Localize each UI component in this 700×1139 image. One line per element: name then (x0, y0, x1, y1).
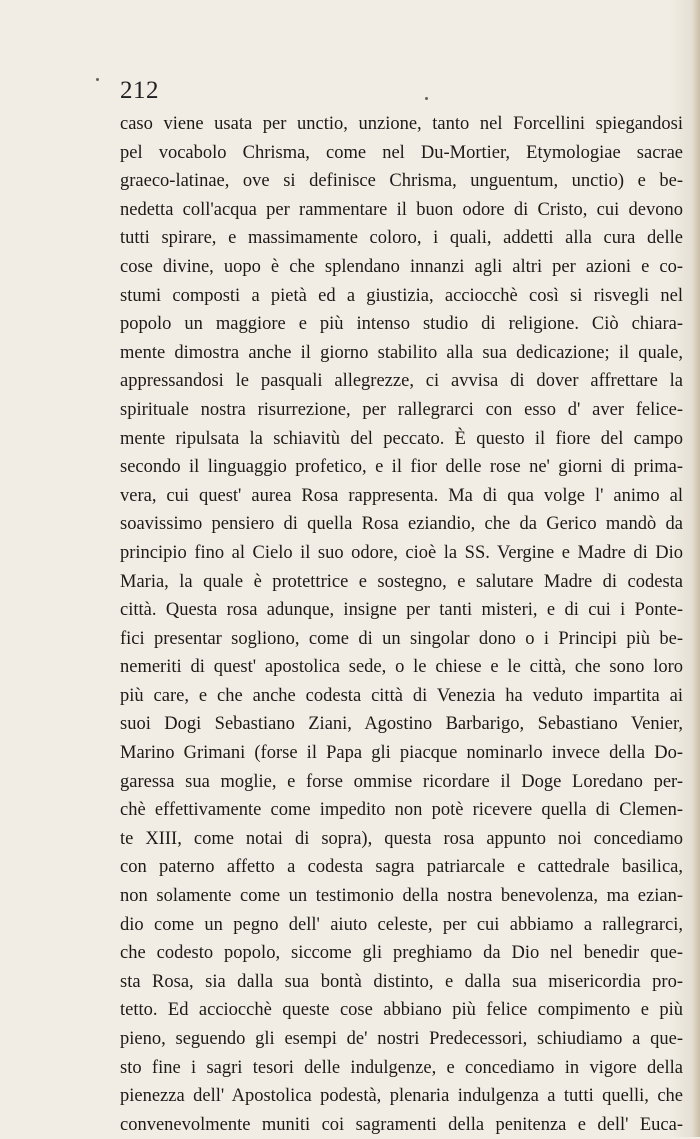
text-line: stumi composti a pietà ed a giustizia, acciocchè così si risvegli nel (120, 285, 683, 306)
text-line: non solamente come un testimonio della nostra benevolenza, ma ezian- (120, 886, 683, 907)
text-line: sto fine i sagri tesori delle indulgenze, e concediamo in vigore della (120, 1057, 683, 1078)
body-text (120, 110, 683, 1139)
text-line: pieno, seguendo gli esempi de' nostri Predecessori, schiudiamo a que- (120, 1029, 683, 1049)
page-edge-shadow (692, 0, 700, 1137)
text-line: dio come un pegno dell' aiuto celeste, per cui abbiamo a rallegrarci, (120, 914, 683, 935)
text-line: mente dimostra anche il giorno stabilito alla sua dedicazione; il quale, (120, 342, 683, 363)
text-line: secondo il linguaggio profetico, e il fior delle rose ne' giorni di prima- (120, 457, 683, 478)
text-line: spirituale nostra risurrezione, per rallegrarci con esso d' aver felice- (120, 399, 683, 420)
text-line: nedetta coll'acqua per rammentare il buon odore di Cristo, cui devono (120, 199, 683, 220)
text-line: te XIII, come notai di sopra), questa rosa appunto noi concediamo (120, 828, 683, 849)
ink-speck (96, 78, 99, 81)
page-header (120, 77, 600, 107)
text-line: soavissimo pensiero di quella Rosa eziandio, che da Gerico mandò da (120, 514, 683, 535)
text-line: sta Rosa, sia dalla sua bontà distinto, e dalla sua misericordia pro- (120, 971, 683, 992)
text-line: chè effettivamente come impedito non potè ricevere quella di Clemen- (120, 800, 683, 821)
text-line: suoi Dogi Sebastiano Ziani, Agostino Barbarigo, Sebastiano Venier, (120, 714, 683, 735)
text-line: popolo un maggiore e più intenso studio di religione. Ciò chiara- (120, 314, 683, 335)
text-line: mente ripulsata la schiavitù del peccato. È questo il fiore del campo (120, 428, 683, 449)
text-line: tetto. Ed acciocchè queste cose abbiano più felice compimento e più (120, 1000, 683, 1021)
text-line: città. Questa rosa adunque, insigne per tanti misteri, e di cui i Ponte- (120, 600, 683, 621)
text-line: tutti spirare, e massimamente coloro, i quali, addetti alla cura delle (120, 228, 683, 249)
text-line: garessa sua moglie, e forse ommise ricordare il Doge Loredano per- (120, 771, 683, 792)
text-line: caso viene usata per unctio, unzione, tanto nel Forcellini spiegandosi (120, 114, 683, 134)
text-line: vera, cui quest' aurea Rosa rappresenta. Ma di qua volge l' animo al (120, 485, 683, 506)
text-line: Marino Grimani (forse il Papa gli piacque nominarlo invece della Do- (120, 743, 683, 764)
text-line: cose divine, uopo è che splendano innanzi agli altri per azioni e co- (120, 256, 683, 277)
text-line: principio fino al Cielo il suo odore, cioè la SS. Vergine e Madre di Dio (120, 542, 683, 563)
text-line: che codesto popolo, siccome gli preghiamo da Dio nel benedir que- (120, 943, 683, 964)
text-line: appressandosi le pasquali allegrezze, ci avvisa di dover affrettare la (120, 371, 683, 392)
text-line: pel vocabolo Chrisma, come nel Du-Mortier, Etymologiae sacrae (120, 142, 683, 163)
text-line: pienezza dell' Apostolica podestà, plenaria indulgenza a tutti quelli, che (120, 1086, 683, 1107)
text-line: graeco-latinae, ove si definisce Chrisma, unguentum, unctio) e be- (120, 171, 683, 192)
text-line: Maria, la quale è protettrice e sostegno, e salutare Madre di codesta (120, 571, 683, 592)
text-line: convenevolmente muniti coi sagramenti della penitenza e dell' Euca- (120, 1114, 683, 1135)
page-number: 212 (120, 77, 159, 104)
text-line: fici presentar sogliono, come di un singolar dono o i Principi più be- (120, 628, 683, 649)
text-line: più care, e che anche codesta città di Venezia ha veduto impartita ai (120, 685, 683, 706)
text-line: nemeriti di quest' apostolica sede, o le chiese e le città, che sono loro (120, 657, 683, 678)
text-line: con paterno affetto a codesta sagra patriarcale e cattedrale basilica, (120, 857, 683, 878)
